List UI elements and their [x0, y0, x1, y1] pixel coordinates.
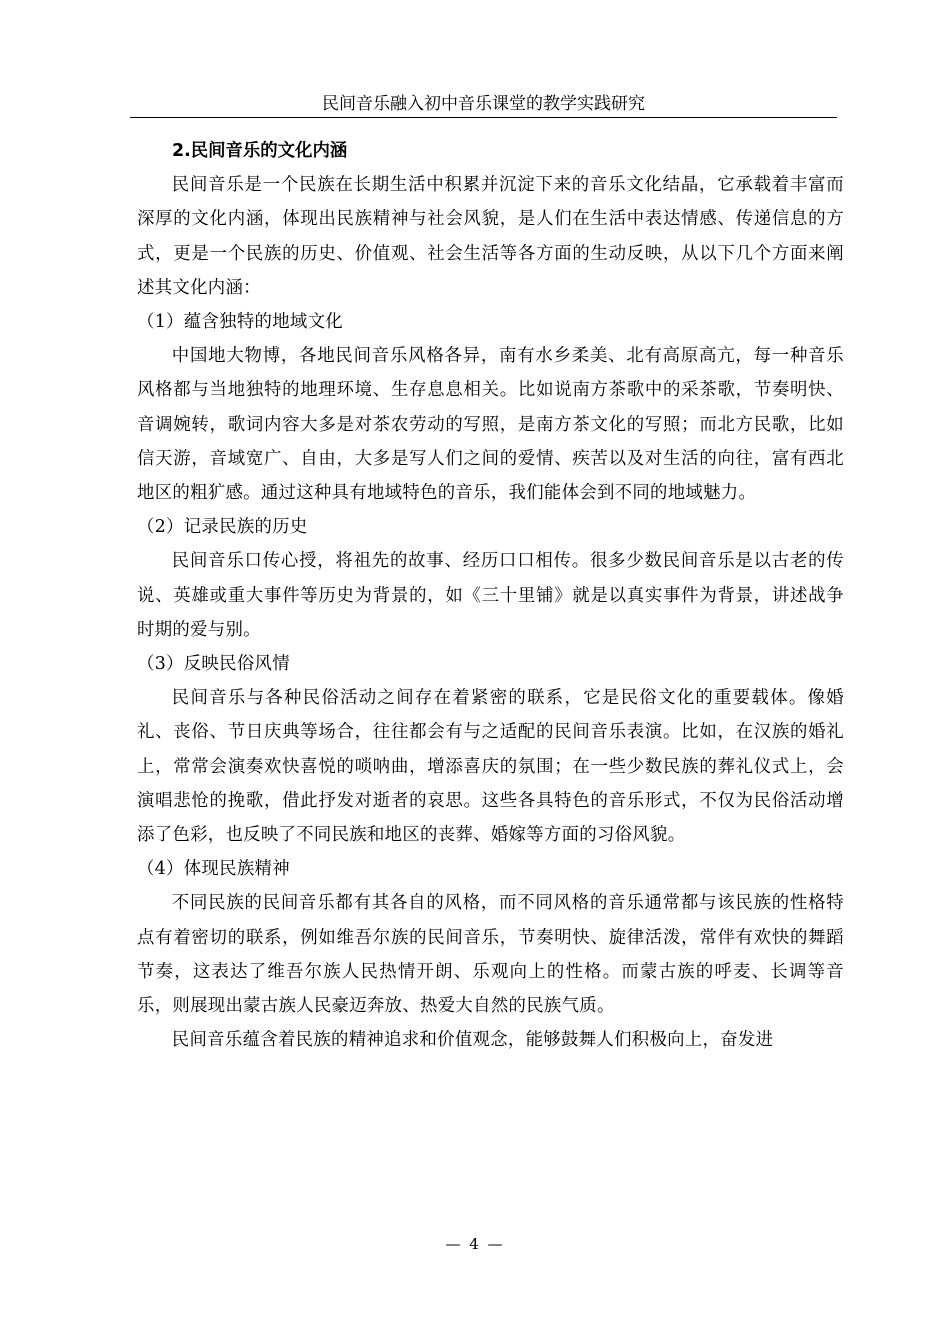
subsection-4-paragraph-1: 不同民族的民间音乐都有其各自的风格，而不同风格的音乐通常都与该民族的性格特点有着密切的联系，例如维吾尔族的民间音乐，节奏明快、旋律活泼，常伴有欢快的舞蹈节奏，这表达了维吾尔族人民热情开朗、乐观向上的性格。而蒙古族的呼麦、长调等音乐，则展现出蒙古族人民豪迈奔放、热爱大自然的民族气质。 — [137, 893, 844, 1017]
page-number: — 4 — — [445, 1235, 505, 1253]
document-body — [137, 134, 844, 1057]
header-divider — [130, 117, 837, 118]
section-intro-paragraph: 民间音乐是一个民族在长期生活中积累并沉淀下来的音乐文化结晶，它承载着丰富而深厚的文化内涵，体现出民族精神与社会风貌，是人们在生活中表达情感、传递信息的方式，更是一个民族的历史、价值观、社会生活等各方面的生动反映，从以下几个方面来阐述其文化内涵： — [137, 175, 844, 298]
subsection-heading-4: （4）体现民族精神 — [137, 859, 290, 880]
section-title: 2.民间音乐的文化内涵 — [172, 141, 348, 161]
subsection-3-paragraph: 民间音乐与各种民俗活动之间存在着紧密的联系，它是民俗文化的重要载体。像婚礼、丧俗、节日庆典等场合，往往都会有与之适配的民间音乐表演。比如，在汉族的婚礼上，常常会演奏欢快喜悦的唢呐曲，增添喜庆的氛围；在一些少数民族的葬礼仪式上，会演唱悲怆的挽歌，借此抒发对逝者的哀思。这些各具特色的音乐形式，不仅为民俗活动增添了色彩，也反映了不同民族和地区的丧葬、婚嫁等方面的习俗风貌。 — [137, 688, 844, 846]
subsection-1-paragraph: 中国地大物博，各地民间音乐风格各异，南有水乡柔美、北有高原高亢，每一种音乐风格都与当地独特的地理环境、生存息息相关。比如说南方茶歌中的采茶歌，节奏明快、音调婉转，歌词内容大多是对茶农劳动的写照，是南方茶文化的写照；而北方民歌，比如信天游，音域宽广、自由，大多是写人们之间的爱情、疾苦以及对生活的向往，富有西北地区的粗犷感。通过这种具有地域特色的音乐，我们能体会到不同的地域魅力。 — [137, 346, 844, 504]
subsection-4-paragraph-2: 民间音乐蕴含着民族的精神追求和价值观念，能够鼓舞人们积极向上，奋发进 — [171, 1030, 774, 1051]
subsection-2-paragraph: 民间音乐口传心授，将祖先的故事、经历口口相传。很多少数民间音乐是以古老的传说、英雄或重大事件等历史为背景的，如《三十里铺》就是以真实事件为背景，讲述战争时期的爱与别。 — [137, 551, 844, 640]
subsection-heading-2: （2）记录民族的历史 — [137, 517, 308, 538]
subsection-heading-1: （1）蕴含独特的地域文化 — [137, 312, 343, 333]
page-header-title: 民间音乐融入初中音乐课堂的教学实践研究 — [322, 94, 645, 114]
subsection-heading-3: （3）反映民俗风情 — [137, 654, 290, 675]
